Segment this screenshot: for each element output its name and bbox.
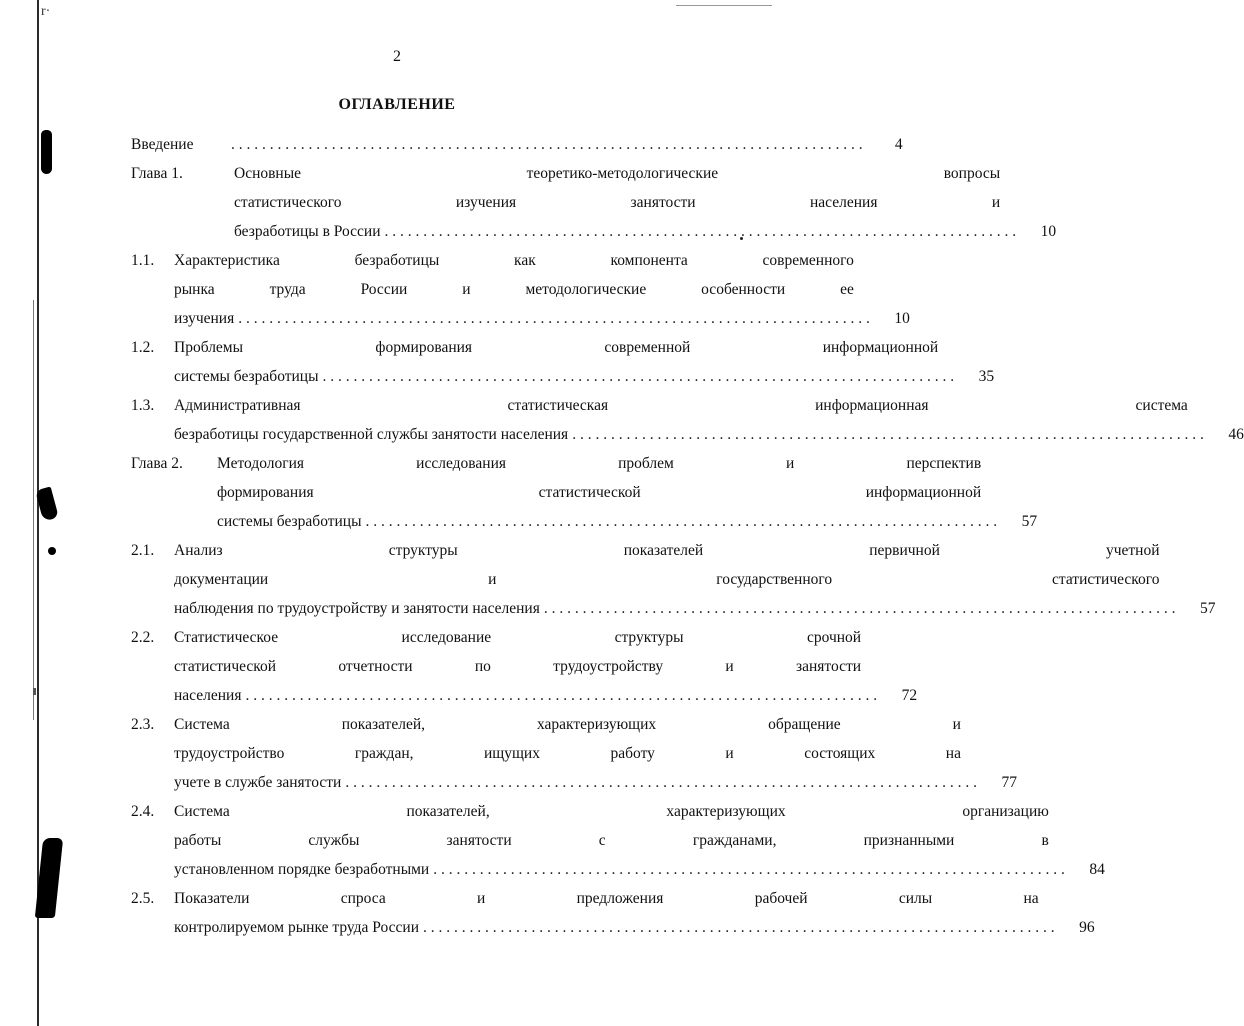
toc-entry-body	[174, 623, 918, 710]
toc-entry-section-2-5	[131, 884, 1095, 942]
toc-entry-section-2-4	[131, 797, 1105, 884]
toc-entry-line: системы безработицы	[174, 368, 319, 385]
dot-leader	[362, 507, 998, 536]
binder-hole-mark	[48, 547, 56, 555]
toc-entry-line: Система показателей, характеризующих организацию	[174, 803, 1049, 820]
toc-entry-section-1-1	[131, 246, 910, 333]
table-of-contents	[131, 130, 1244, 942]
toc-entry-label: Глава 1.	[131, 165, 183, 182]
toc-entry-page: 57	[1021, 513, 1038, 530]
toc-entry-line: работы службы занятости с гражданами, признанными в	[174, 832, 1049, 849]
dot-leader	[540, 594, 1176, 623]
toc-entry-section-1-2	[131, 333, 995, 391]
dot-leader	[419, 913, 1055, 942]
toc-entry-page: 10	[1040, 223, 1057, 240]
toc-entry-line: контролируемом рынке труда России	[174, 919, 419, 936]
toc-entry-line: Система показателей, характеризующих обращение и	[174, 716, 961, 733]
toc-entry-label: 2.4.	[131, 803, 155, 820]
toc-entry-label: 1.3.	[131, 397, 155, 414]
toc-entry-last-line	[174, 420, 1244, 449]
toc-entry-line: Проблемы формирования современной информационной	[174, 339, 939, 356]
toc-entry-line: Характеристика безработицы как компонента современного	[174, 252, 854, 269]
toc-entry-last-line	[217, 507, 1037, 536]
toc-entry-last-line	[234, 217, 1056, 246]
toc-entry-chapter-2	[131, 449, 1038, 536]
toc-entry-last-line	[174, 768, 1017, 797]
toc-entry-page: 4	[894, 136, 903, 153]
toc-entry-label: 2.1.	[131, 542, 155, 559]
binder-hole-mark	[35, 838, 63, 918]
toc-entry-body	[174, 710, 1017, 797]
toc-title: ОГЛАВЛЕНИЕ	[338, 96, 456, 113]
toc-entry-page: 57	[1199, 600, 1216, 617]
toc-entry-body	[217, 449, 1038, 536]
toc-entry-last-line	[227, 130, 903, 159]
scan-edge-shadow	[33, 300, 34, 720]
dot-leader	[241, 681, 877, 710]
toc-entry-body	[227, 130, 903, 159]
toc-entry-label: Глава 2.	[131, 455, 183, 472]
toc-entry-label: 2.3.	[131, 716, 155, 733]
toc-entry-line: наблюдения по трудоустройству и занятости населения	[174, 600, 540, 617]
toc-entry-line: статистической отчетности по трудоустройству и занятости	[174, 658, 862, 675]
toc-entry-line: статистического изучения занятости населения и	[234, 194, 1001, 211]
toc-entry-page: 72	[901, 687, 918, 704]
toc-entry-section-2-2	[131, 623, 918, 710]
toc-entry-body	[174, 391, 1244, 449]
toc-entry-line: формирования статистической информационной	[217, 484, 982, 501]
toc-entry-body	[174, 797, 1105, 884]
toc-entry-line: документации и государственного статистического	[174, 571, 1160, 588]
dot-leader	[341, 768, 977, 797]
toc-entry-line: трудоустройство граждан, ищущих работу и состоящих на	[174, 745, 961, 762]
toc-entry-line: безработицы в России	[234, 223, 381, 240]
toc-entry-page: 77	[1001, 774, 1017, 791]
scan-top-rule	[676, 5, 772, 6]
toc-entry-line: Статистическое исследование структуры срочной	[174, 629, 862, 646]
dot-leader	[319, 362, 955, 391]
toc-entry-label: 2.5.	[131, 890, 155, 907]
toc-entry-introduction	[131, 130, 903, 159]
toc-entry-line: населения	[174, 687, 242, 704]
toc-entry-section-2-1	[131, 536, 1216, 623]
toc-entry-label: 1.1.	[131, 252, 155, 269]
dot-leader	[381, 217, 1017, 246]
toc-entry-body	[174, 333, 995, 391]
toc-entry-last-line	[174, 681, 917, 710]
toc-entry-last-line	[174, 594, 1215, 623]
toc-entry-line: рынка труда России и методологические особенности ее	[174, 281, 854, 298]
toc-entry-page: 96	[1079, 919, 1095, 936]
toc-entry-label: 2.2.	[131, 629, 155, 646]
toc-entry-page: 46	[1228, 426, 1244, 443]
dot-leader	[227, 130, 863, 159]
toc-entry-label: 1.2.	[131, 339, 155, 356]
toc-entry-line: Методология исследования проблем и перспектив	[217, 455, 982, 472]
toc-entry-line: установленном порядке безработными	[174, 861, 430, 878]
dot-leader	[568, 420, 1204, 449]
toc-entry-line: изучения	[174, 310, 235, 327]
toc-entry-last-line	[174, 913, 1095, 942]
toc-entry-label: Введение	[131, 136, 194, 153]
toc-entry-line: Основные теоретико-методологические вопросы	[234, 165, 1001, 182]
toc-entry-line: учете в службе занятости	[174, 774, 342, 791]
toc-entry-last-line	[174, 304, 910, 333]
toc-entry-line: Показатели спроса и предложения рабочей силы на	[174, 890, 1039, 907]
toc-entry-last-line	[174, 855, 1105, 884]
binder-hole-mark	[41, 130, 52, 174]
page-number: 2	[393, 48, 401, 65]
toc-entry-page: 84	[1089, 861, 1105, 878]
toc-entry-page: 10	[894, 310, 910, 327]
dot-leader	[429, 855, 1065, 884]
toc-entry-body	[234, 159, 1057, 246]
toc-entry-chapter-1	[131, 159, 1057, 246]
scan-tick	[33, 688, 36, 695]
toc-entry-body	[174, 536, 1216, 623]
toc-entry-body	[174, 246, 910, 333]
toc-entry-section-1-3	[131, 391, 1244, 449]
toc-entry-body	[174, 884, 1095, 942]
scan-corner-mark: r·	[41, 4, 51, 19]
toc-entry-page: 35	[978, 368, 995, 385]
toc-entry-line: Административная статистическая информационная система	[174, 397, 1188, 414]
toc-entry-line: системы безработицы	[217, 513, 362, 530]
toc-entry-line: Анализ структуры показателей первичной учетной	[174, 542, 1160, 559]
toc-entry-line: безработицы государственной службы занятости населения	[174, 426, 569, 443]
dot-leader	[234, 304, 870, 333]
toc-entry-last-line	[174, 362, 994, 391]
toc-entry-section-2-3	[131, 710, 1017, 797]
